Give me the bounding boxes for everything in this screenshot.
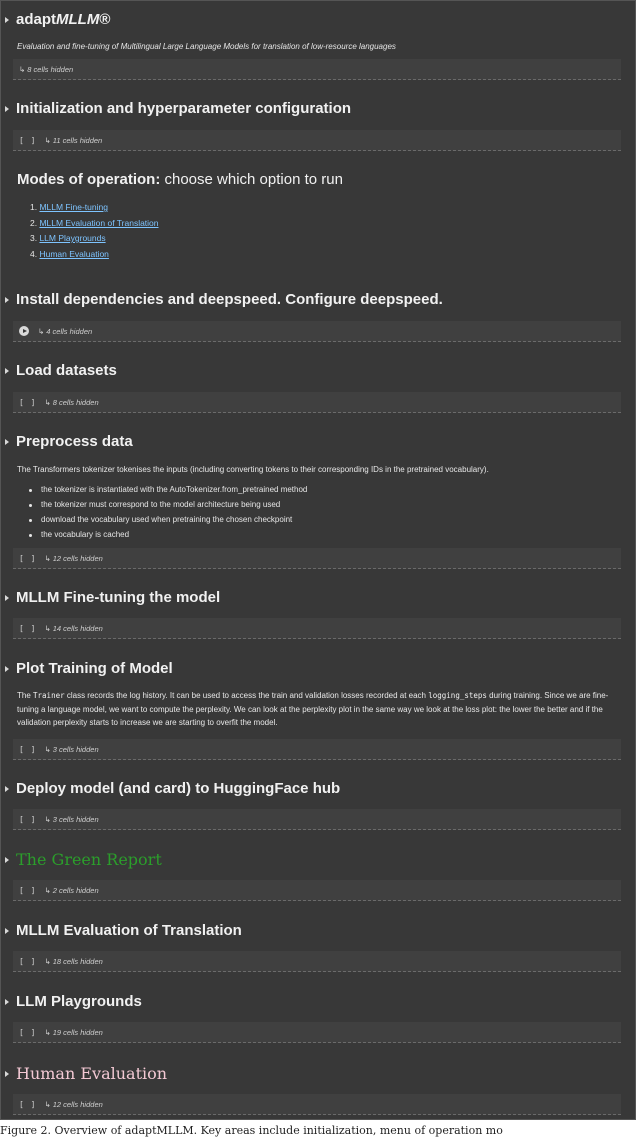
section-title: MLLM Fine-tuning the model [16, 589, 221, 606]
hidden-cells-label: ↳ 4 cells hidden [38, 326, 93, 336]
section-title: The Green Report [16, 850, 162, 869]
hidden-cells-label: ↳ 8 cells hidden [44, 397, 99, 407]
hidden-cells-bar[interactable] [13, 739, 621, 760]
section-header-adaptmllm[interactable] [5, 11, 110, 28]
cell-bracket[interactable]: [ ] [19, 553, 37, 563]
modes-heading: Modes of operation: choose which option to run [17, 171, 343, 188]
caret-right-icon[interactable] [5, 857, 9, 863]
section-header-green-report[interactable] [5, 850, 162, 869]
caret-right-icon[interactable] [5, 297, 9, 303]
section-title: Plot Training of Model [16, 660, 173, 677]
cell-bracket[interactable]: [ ] [19, 1099, 37, 1109]
mode-link-human-evaluation[interactable]: Human Evaluation [39, 248, 109, 259]
section-title: Deploy model (and card) to HuggingFace hub [16, 780, 341, 797]
hidden-cells-label: ↳ 3 cells hidden [44, 814, 99, 824]
hidden-cells-label: ↳ 18 cells hidden [44, 956, 103, 966]
list-item: 4. Human Evaluation [30, 248, 109, 259]
list-item: 3. LLM Playgrounds [30, 233, 106, 243]
hidden-cells-bar[interactable] [13, 130, 621, 151]
hidden-cells-label: ↳ 19 cells hidden [44, 1027, 103, 1037]
cell-bracket[interactable]: [ ] [19, 135, 37, 145]
caret-right-icon[interactable] [5, 368, 9, 374]
mode-link-fine-tuning[interactable]: MLLM Fine-tuning [39, 202, 108, 212]
caret-right-icon[interactable] [5, 106, 9, 112]
caret-right-icon[interactable] [5, 439, 9, 445]
modes-list [30, 202, 159, 264]
section-header-evaluation[interactable] [5, 922, 242, 939]
cell-bracket[interactable]: [ ] [19, 885, 37, 895]
hidden-cells-bar[interactable] [13, 321, 621, 342]
section-header-fine-tuning[interactable] [5, 589, 220, 606]
preprocess-intro: The Transformers tokenizer tokenises the inputs (including converting tokens to their corresponding IDs in the pretrained vocabulary). [17, 465, 489, 474]
section-header-initialization[interactable] [5, 100, 351, 117]
section-header-human-evaluation[interactable] [5, 1064, 167, 1083]
hidden-cells-bar[interactable] [13, 618, 621, 639]
list-item: the vocabulary is cached [29, 530, 307, 545]
section-title: Human Evaluation [16, 1064, 168, 1083]
mode-link-playgrounds[interactable]: LLM Playgrounds [39, 233, 106, 243]
caret-right-icon[interactable] [5, 1071, 9, 1077]
mode-link-evaluation[interactable]: MLLM Evaluation of Translation [39, 217, 159, 228]
list-item: download the vocabulary used when pretraining the chosen checkpoint [29, 515, 307, 530]
hidden-cells-bar[interactable] [13, 392, 621, 413]
hidden-cells-bar[interactable] [13, 880, 621, 901]
hidden-cells-label: ↳ 12 cells hidden [44, 1099, 103, 1109]
cell-bracket[interactable]: [ ] [19, 1027, 37, 1037]
hidden-cells-label: ↳ 11 cells hidden [44, 135, 103, 145]
hidden-cells-bar[interactable] [13, 809, 621, 830]
caret-right-icon[interactable] [5, 17, 9, 23]
caret-right-icon[interactable] [5, 999, 9, 1005]
caret-right-icon[interactable] [5, 928, 9, 934]
section-header-install[interactable] [5, 291, 443, 308]
section-title: Initialization and hyperparameter configuration [16, 100, 352, 117]
section-title: MLLM Evaluation of Translation [16, 922, 242, 939]
section-title: Install dependencies and deepspeed. Configure deepspeed. [16, 291, 443, 308]
cell-bracket[interactable]: [ ] [19, 744, 37, 754]
cell-bracket[interactable]: [ ] [19, 814, 37, 824]
list-item: 1. MLLM Fine-tuning [30, 202, 108, 212]
section-header-load-datasets[interactable] [5, 362, 117, 379]
cell-bracket[interactable]: [ ] [19, 956, 37, 966]
section-header-plot-training[interactable] [5, 660, 173, 677]
section-header-preprocess[interactable] [5, 433, 133, 450]
section-title: Load datasets [16, 362, 117, 379]
section-title: adaptMLLM® [16, 11, 111, 28]
hidden-cells-label: ↳ 14 cells hidden [44, 623, 103, 633]
hidden-cells-bar[interactable] [13, 548, 621, 569]
preprocess-bullets [29, 485, 307, 545]
list-item: the tokenizer must correspond to the model architecture being used [29, 500, 307, 515]
hidden-cells-bar[interactable] [13, 1022, 621, 1043]
list-item: 2. MLLM Evaluation of Translation [30, 217, 159, 228]
hidden-cells-bar[interactable] [13, 951, 621, 972]
cell-bracket[interactable]: [ ] [19, 623, 37, 633]
section-title: Preprocess data [16, 433, 133, 450]
plot-training-text: The Trainer class records the log history. It can be used to access the train and validation losses recorded at each logging_steps during training. Since we are fine-tuning a language model, we want to compute the perplexity. We can look at the perplexity plot in the same way we look at the loss plot: the lower the better and if the validation perplexity starts to increase we are starting to overfit the model. [17, 691, 609, 727]
cell-bracket[interactable]: [ ] [19, 397, 37, 407]
hidden-cells-label: ↳ 3 cells hidden [44, 744, 99, 754]
app-subtitle: Evaluation and fine-tuning of Multilingual Large Language Models for translation of low-resource languages [17, 42, 396, 51]
section-header-deploy[interactable] [5, 780, 340, 797]
hidden-cells-label: ↳ 8 cells hidden [19, 64, 74, 74]
section-title: LLM Playgrounds [16, 993, 142, 1010]
hidden-cells-bar[interactable] [13, 59, 621, 80]
section-header-playgrounds[interactable] [5, 993, 142, 1010]
play-circle-icon[interactable] [19, 326, 29, 336]
hidden-cells-label: ↳ 12 cells hidden [44, 553, 103, 563]
list-item: the tokenizer is instantiated with the AutoTokenizer.from_pretrained method [29, 485, 307, 500]
hidden-cells-bar[interactable] [13, 1094, 621, 1115]
caret-right-icon[interactable] [5, 786, 9, 792]
figure-caption: Figure 2. Overview of adaptMLLM. Key areas include initialization, menu of operation mo [0, 1124, 503, 1137]
caret-right-icon[interactable] [5, 595, 9, 601]
caret-right-icon[interactable] [5, 666, 9, 672]
hidden-cells-label: ↳ 2 cells hidden [44, 885, 99, 895]
